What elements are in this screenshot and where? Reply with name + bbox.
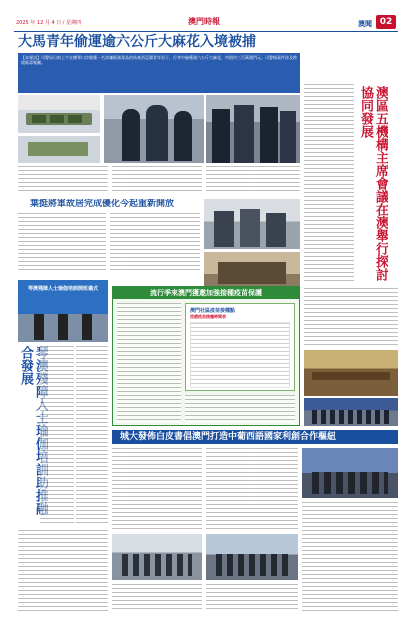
- photo-suspect-escort: [206, 95, 300, 163]
- body-text-ye-ting-col2: [110, 213, 200, 271]
- section-label: 澳聞: [358, 20, 372, 28]
- ceremony-banner-text: 琴澳殘障人士瑜伽培訓開班儀式: [27, 286, 98, 292]
- body-text-city-u-col2: [206, 448, 298, 530]
- photo-city-u-panel: [206, 534, 298, 580]
- body-text-drugs-col3: [206, 166, 300, 194]
- body-text-cpc-bottom: [304, 288, 398, 346]
- photo-seized-drugs: [18, 95, 100, 133]
- photo-police-officers: [104, 95, 204, 163]
- poster-title: 澳門社區疫苗接種點: [190, 308, 236, 314]
- city-u-title-bar: [112, 430, 398, 444]
- body-text-tai-chi-bottom: [18, 530, 108, 612]
- poster-subtitle: 流感疫苗接種時間表: [190, 314, 226, 319]
- headline-ye-ting: 葉挺將軍故居完成優化今起重新開放: [30, 199, 175, 209]
- body-text-drugs-col2: [112, 166, 202, 194]
- headline-tai-chi-vertical: [18, 346, 36, 526]
- body-text-cpc-top: [304, 84, 354, 284]
- page-number-badge: [376, 15, 396, 29]
- photo-city-u-launch: [302, 448, 398, 498]
- page-number: 02: [379, 17, 393, 27]
- body-text-vaccine-col2: [185, 395, 295, 423]
- headline-vaccine: 流行季來澳門獲邀加強接種疫苗保護: [150, 289, 262, 297]
- body-text-city-u-col1: [112, 448, 202, 530]
- poster-schedule-table: [190, 322, 290, 388]
- body-text-tai-chi-col2: [76, 346, 108, 526]
- headline-city-u: 城大發佈白皮書倡澳門打造中葡西語國家利創合作樞紐: [120, 432, 337, 442]
- vaccine-poster: [185, 303, 295, 391]
- body-text-vaccine-col1: [117, 303, 181, 423]
- masthead: [14, 10, 398, 32]
- photo-training-ceremony: [18, 280, 108, 342]
- body-text-city-u-col3: [302, 502, 398, 612]
- photo-cpc-group: [304, 398, 398, 426]
- body-text-city-u-bottom1: [112, 584, 202, 612]
- masthead-logo: 澳門時報: [188, 16, 220, 26]
- masthead-rule: [14, 31, 398, 32]
- body-text-drugs-col1: [18, 166, 108, 194]
- photo-ye-ting-residence: [204, 199, 300, 249]
- headline-cpc-vertical: [358, 86, 392, 284]
- photo-city-u-stage: [112, 534, 202, 580]
- headline-drugs: 大馬青年偷運逾六公斤大麻花入境被捕: [18, 34, 256, 50]
- headline-tai-chi: 合發展: [18, 346, 33, 385]
- headline-cpc: 澳區五機構主席會議在澳舉行探討協同發展: [358, 86, 388, 281]
- photo-cpc-meeting: [304, 350, 398, 396]
- body-text-ye-ting-col1: [18, 213, 106, 271]
- vaccine-box: [112, 286, 300, 426]
- masthead-date: 2025 年 12 月 4 日 / 星期四: [16, 20, 82, 26]
- photo-evidence-bags: [18, 136, 100, 163]
- vaccine-title-bar: [113, 287, 299, 299]
- lead-box-drugs: [18, 53, 300, 93]
- body-text-tai-chi-col1: [40, 346, 74, 526]
- lead-text-drugs: 【本報訊】司警局日前上午在橫琴口岸截獲一名涉嫌販運毒品的馬來西亞籍青年男子，行李中檢獲逾六公斤大麻花，市值約三百萬澳門元。司警指案件涉及跨境販毒集團。: [21, 55, 297, 65]
- body-text-city-u-bottom2: [206, 584, 298, 612]
